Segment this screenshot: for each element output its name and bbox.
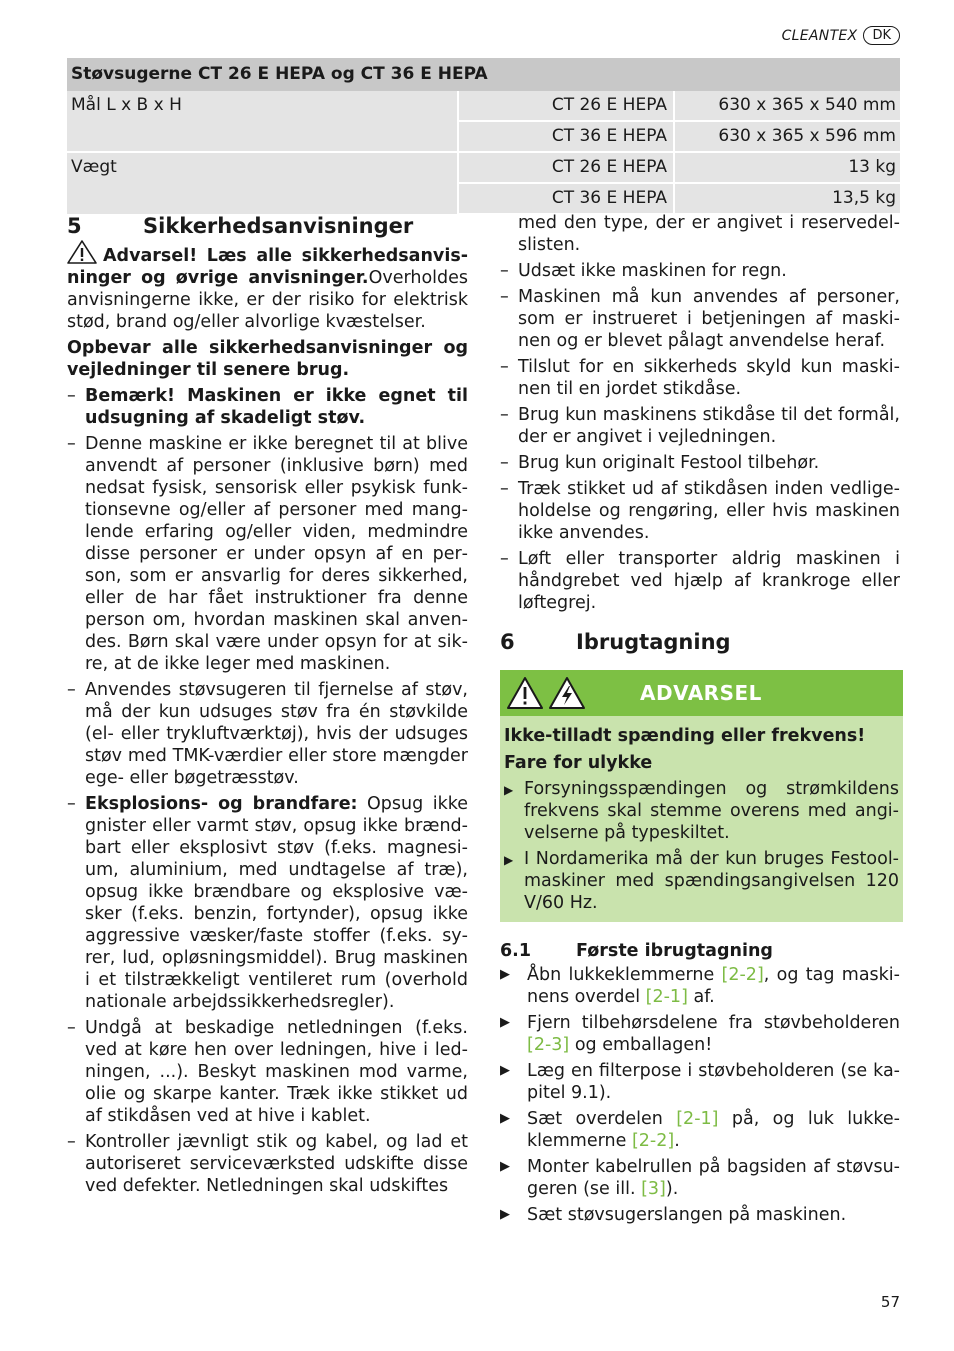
section-6-heading xyxy=(500,628,900,656)
left-column xyxy=(67,212,468,1197)
figure-reference: [2-2] xyxy=(721,965,764,985)
keep-note-text: Opbevar alle sikkerhedsanvisninger og vejledninger til senere brug. xyxy=(67,338,468,380)
right-column xyxy=(500,212,900,1226)
warning-box-header xyxy=(500,670,903,716)
first-use-steps xyxy=(500,964,900,1226)
list-item: ▶ I Nordamerika må der kun bruges Festool-maskiner med spændingsangivelsen 120 V/60 Hz. xyxy=(504,848,899,914)
spec-model: CT 26 E HEPA xyxy=(458,91,674,121)
list-item: – Brug kun maskinens stikdåse til det formål, der er angivet i vejledningen. xyxy=(500,404,900,448)
item-text: Kontroller jævnligt stik og kabel, og lad et autoriseret serviceværksted udskifte disse ved defekter. Netledningen skal udskiftes xyxy=(85,1132,468,1196)
list-item xyxy=(67,1131,468,1197)
item-bold: Bemærk! Maskinen er ikke egnet til udsugning af skadeligt støv. xyxy=(85,386,468,428)
list-item xyxy=(67,679,468,789)
table-row xyxy=(67,91,900,121)
item-text: Undgå at beskadige netledningen (f.eks. ved at køre hen over ledningen, hive i ledningen, ...). Beskyt maskinen mod varme, olie og skarpe kanter. Træk ikke stikket ud af stikdåsen ved at hive i kablet. xyxy=(85,1018,468,1126)
list-item xyxy=(67,793,468,1013)
warning-box-line2: Fare for ulykke xyxy=(504,753,653,773)
keep-instructions-note xyxy=(67,337,468,381)
item-text: Opsug ikke gnister eller varmt støv, opsug ikke brændbart eller eksplosivt støv (f.eks. magnesium, aluminium, med undtagelse af træ), opsug ikke brændbare og eksplosive væsker (f.eks. benzin, fortynder), opsug ikke aggressive væsker/faste stoffer (f.eks. syrer, lud, opløsningsmiddel). Brug maskinen i et tilstrækkeligt ventileret rum (overhold nationale arbejdssikkerhedsregler). xyxy=(85,794,468,1012)
list-item: – Løft eller transporter aldrig maskinen i håndgrebet ved hjælp af krankroge eller løftegrej. xyxy=(500,548,900,614)
figure-reference: [2-1] xyxy=(645,987,688,1007)
spec-model: CT 36 E HEPA xyxy=(458,121,674,152)
list-item: – Brug kun originalt Festool tilbehør. xyxy=(500,452,900,474)
spec-model: CT 26 E HEPA xyxy=(458,152,674,183)
language-badge: DK xyxy=(863,26,900,45)
spec-label: Vægt xyxy=(67,152,458,183)
warning-text: Overholdes anvisningerne ikke, er der risiko for elektrisk stød, brand og/eller alvorlige kvæstelser. xyxy=(67,268,468,332)
electric-hazard-icon xyxy=(548,676,586,710)
list-item: ▶ Læg en filterpose i støvbeholderen (se kapitel 9.1). xyxy=(500,1060,900,1104)
page-header xyxy=(782,26,900,45)
warning-bold-text: Advarsel! Læs alle sikkerhedsanvisninger og øvrige anvisninger. xyxy=(67,246,468,288)
list-item: ▶ Sæt overdelen [2-1] på, og luk lukkeklemmerne [2-2]. xyxy=(500,1108,900,1152)
spec-label xyxy=(67,121,458,152)
table-row xyxy=(67,152,900,183)
warning-box-content xyxy=(500,716,903,922)
list-item: ▶ Fjern tilbehørsdelene fra støvbeholderen [2-3] og emballagen! xyxy=(500,1012,900,1056)
list-item: – Tilslut for en sikkerheds skyld kun maskinen til en jordet stikdåse. xyxy=(500,356,900,400)
list-item xyxy=(67,385,468,429)
safety-list xyxy=(67,385,468,1197)
warning-box-list xyxy=(504,778,899,914)
subsection-title: Første ibrugtagning xyxy=(576,941,773,961)
warning-triangle-icon xyxy=(67,240,97,264)
spec-table-title: Støvsugerne CT 26 E HEPA og CT 36 E HEPA xyxy=(67,58,900,91)
item-text: Anvendes støvsugeren til fjernelse af støv, må der kun udsuges støv fra én støvkilde (el- eller trykluftværktøj), hvis der udsuges støv med TMK-værdier eller store mængder ege- eller bøgetræsstøv. xyxy=(85,680,468,788)
warning-box-line1: Ikke-tilladt spænding eller frekvens! xyxy=(504,726,866,746)
figure-reference: [3] xyxy=(641,1179,666,1199)
section-title: Sikkerhedsanvisninger xyxy=(143,214,414,238)
section-number: 6 xyxy=(500,630,515,654)
warning-triangle-icon xyxy=(506,676,544,710)
brand-name: CLEANTEX xyxy=(781,27,858,44)
list-item: – Træk stikket ud af stikdåsen inden vedligeholdelse og rengøring, eller hvis maskinen ikke anvendes. xyxy=(500,478,900,544)
list-item: – Maskinen må kun anvendes af personer, som er instrueret i betjeningen af maskinen og er blevet pålagt anvendelse heraf. xyxy=(500,286,900,352)
list-item: ▶ Åbn lukkeklemmerne [2-2], og tag maskinens overdel [2-1] af. xyxy=(500,964,900,1008)
table-row xyxy=(67,183,900,214)
section-5-heading xyxy=(67,212,468,240)
list-continuation: med den type, der er angivet i reservedelslisten. xyxy=(518,213,900,255)
section-title: Ibrugtagning xyxy=(576,630,731,654)
list-item xyxy=(67,433,468,675)
spec-value: 13 kg xyxy=(674,152,900,183)
spec-value: 630 x 365 x 540 mm xyxy=(674,91,900,121)
subsection-6-1-heading xyxy=(500,940,900,962)
spec-label: Mål L x B x H xyxy=(67,91,458,121)
list-item xyxy=(67,1017,468,1127)
spec-table xyxy=(67,58,900,215)
figure-reference: [2-1] xyxy=(676,1109,719,1129)
list-item: ▶ Sæt støvsugerslangen på maskinen. xyxy=(500,1204,900,1226)
subsection-number: 6.1 xyxy=(500,941,532,961)
figure-reference: [2-2] xyxy=(631,1131,675,1151)
section-number: 5 xyxy=(67,214,82,238)
figure-reference: [2-3] xyxy=(527,1035,570,1055)
spec-label xyxy=(67,183,458,214)
item-bold: Eksplosions- og brandfare: xyxy=(85,794,358,814)
warning-box xyxy=(500,670,903,922)
spec-model: CT 36 E HEPA xyxy=(458,183,674,214)
table-row xyxy=(67,121,900,152)
safety-list-continued xyxy=(500,260,900,614)
item-text: Denne maskine er ikke beregnet til at blive anvendt af personer (inklusive børn) med nedsat fysisk, sensorisk eller psykisk funktionsevne og/eller af personer med manglende erfaring og/eller viden, medmindre disse personer er under opsyn af en person, som er ansvarlig for deres sikkerhed, eller de har fået instruktioner fra denne person om, hvordan maskinen skal anvendes. Børn skal være under opsyn for at sikre, at de ikke leger med maskinen. xyxy=(85,434,468,674)
spec-value: 13,5 kg xyxy=(674,183,900,214)
safety-warning xyxy=(67,240,468,333)
list-item: ▶ Monter kabelrullen på bagsiden af støvsugeren (se ill. [3]). xyxy=(500,1156,900,1200)
list-item: – Udsæt ikke maskinen for regn. xyxy=(500,260,900,282)
page-number: 57 xyxy=(880,1293,900,1311)
warning-box-label: ADVARSEL xyxy=(640,681,762,705)
list-item: ▶ Forsyningsspændingen og strømkildens frekvens skal stemme overens med angivelserne på typeskiltet. xyxy=(504,778,899,844)
spec-value: 630 x 365 x 596 mm xyxy=(674,121,900,152)
